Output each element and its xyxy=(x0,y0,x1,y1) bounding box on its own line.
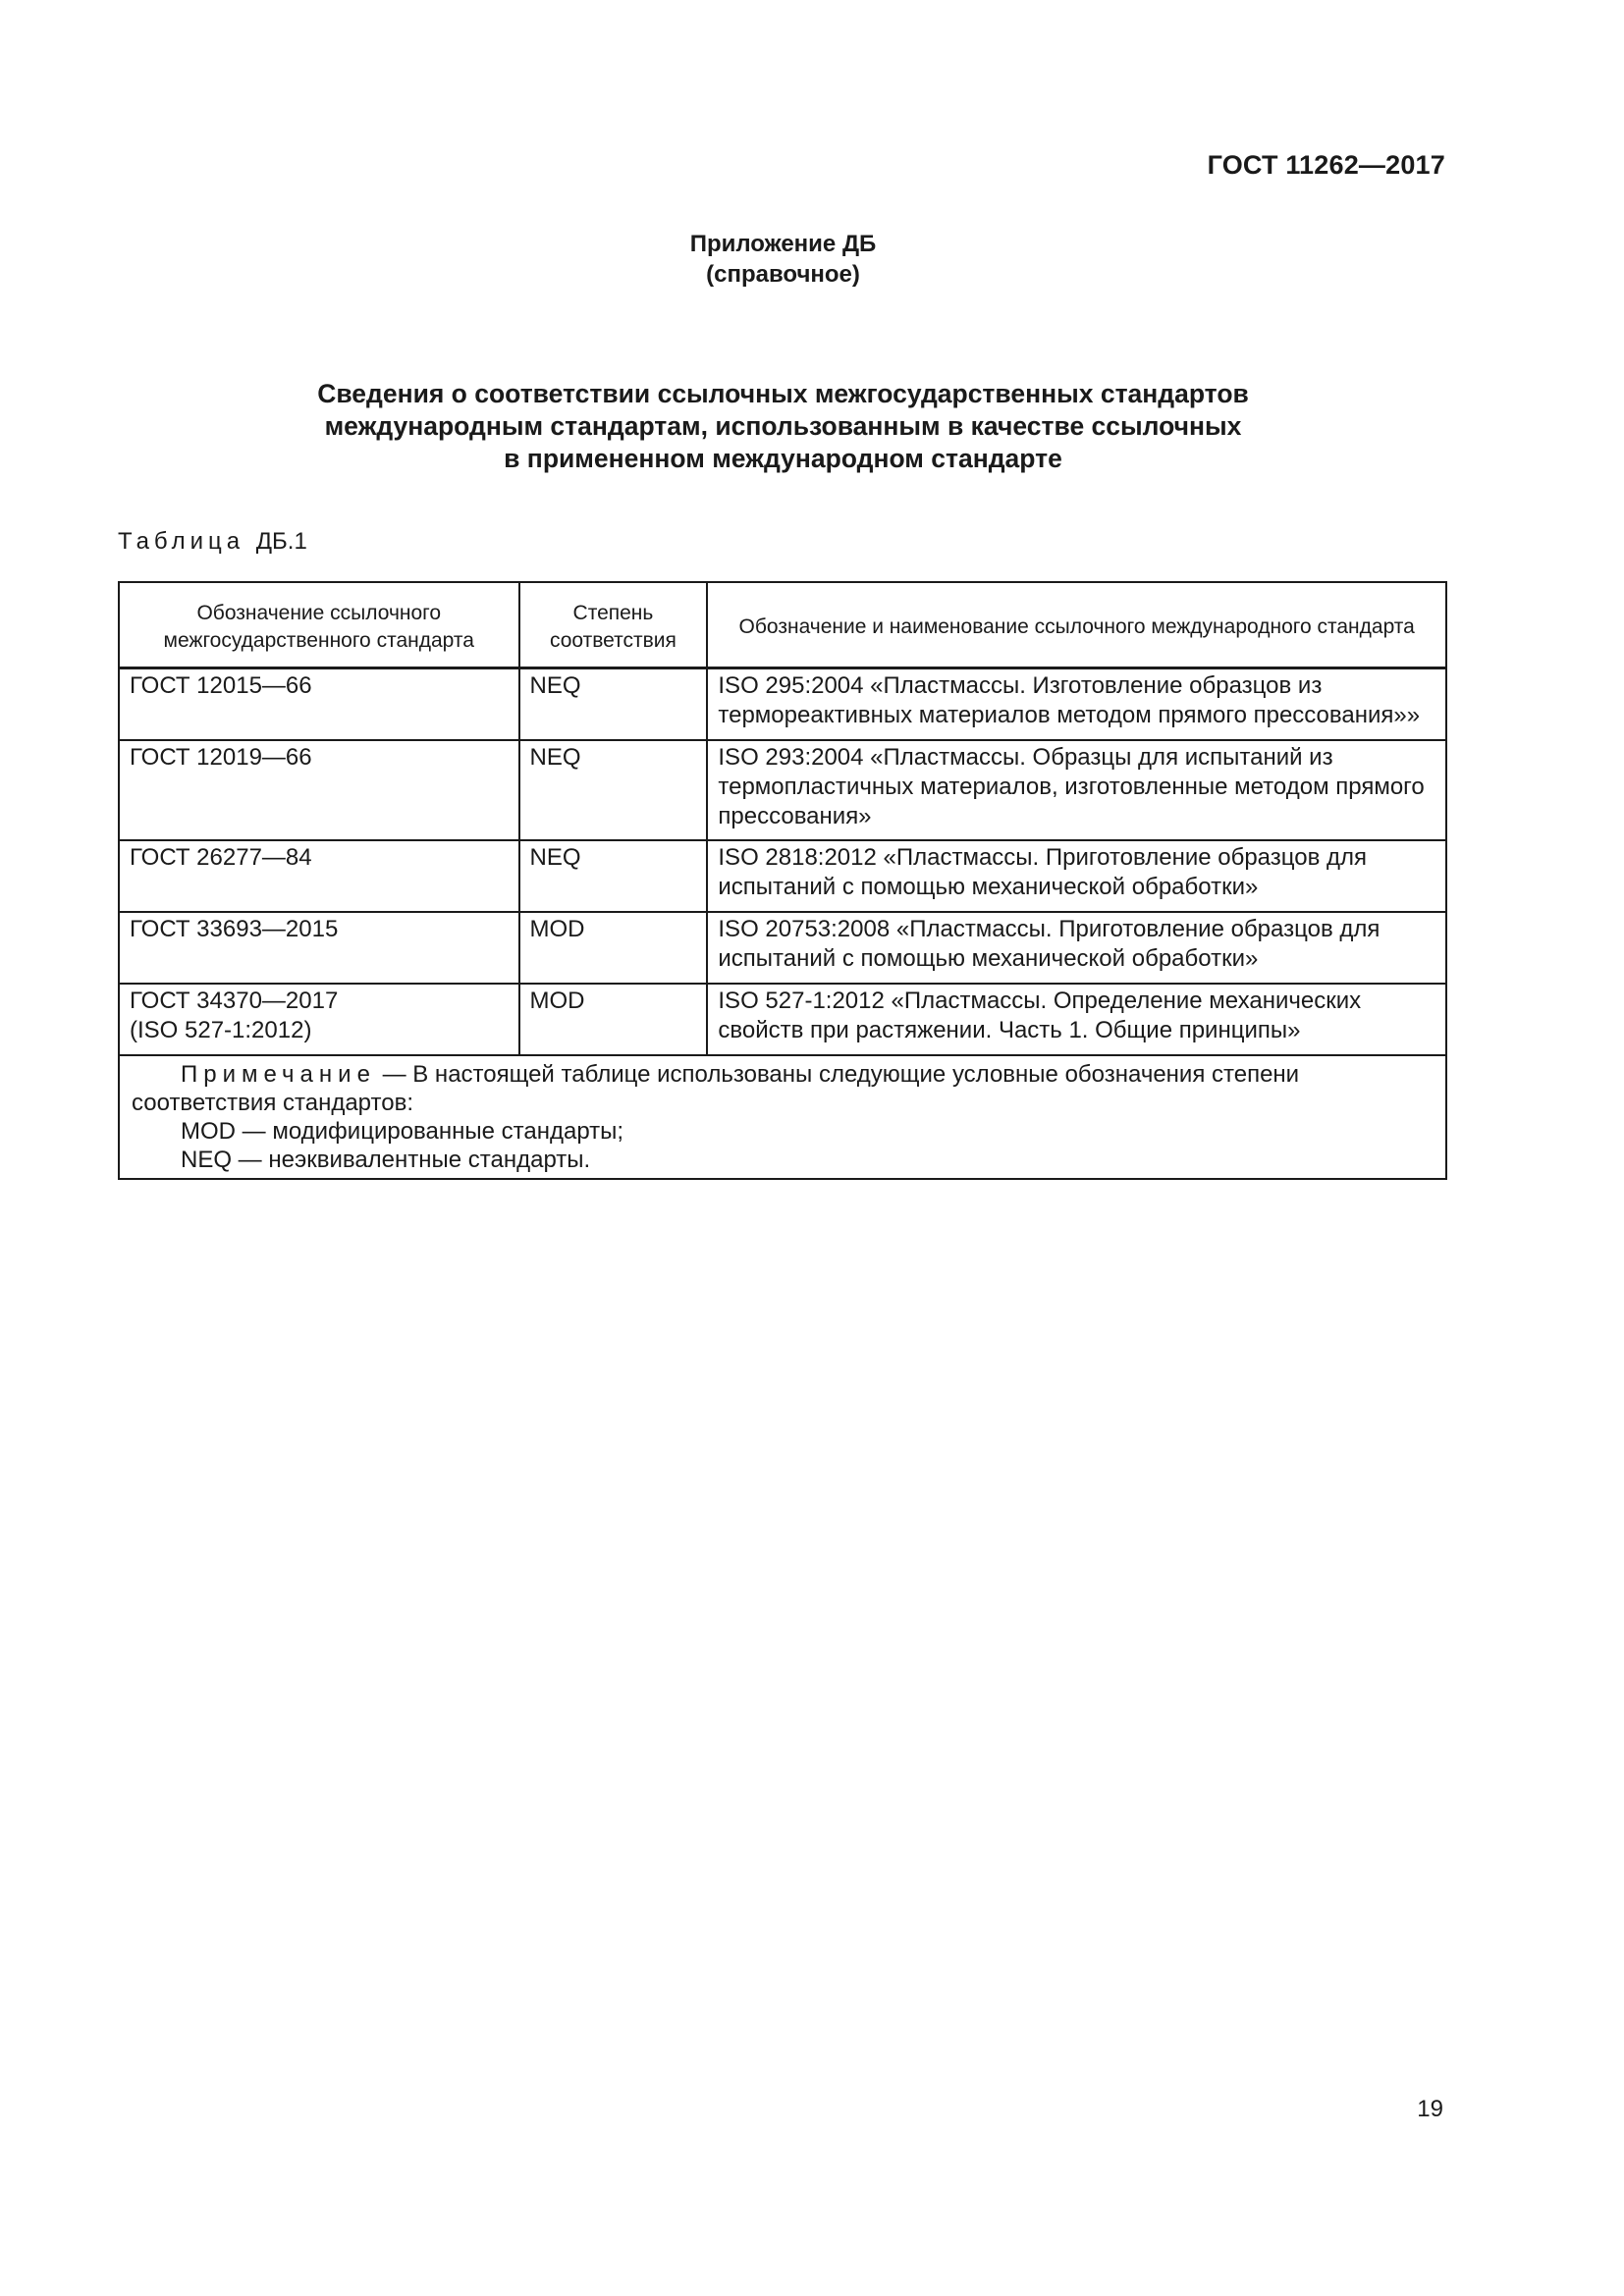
cell-standard xyxy=(119,984,519,1055)
cell-standard: ГОСТ 26277—84 xyxy=(119,840,519,912)
table-row xyxy=(119,840,1446,912)
table-row xyxy=(119,912,1446,984)
table-caption-word: Таблица xyxy=(118,528,245,555)
cell-standard-code: ГОСТ 34370—2017 xyxy=(130,987,339,1014)
cell-degree: NEQ xyxy=(519,668,708,740)
section-title xyxy=(0,378,1566,475)
cell-degree: NEQ xyxy=(519,740,708,840)
table-note-row xyxy=(119,1055,1446,1179)
cell-degree: NEQ xyxy=(519,840,708,912)
cell-standard: ГОСТ 12015—66 xyxy=(119,668,519,740)
table-caption xyxy=(118,528,307,556)
table-row xyxy=(119,984,1446,1055)
page-number: 19 xyxy=(1417,2096,1443,2122)
cell-degree: MOD xyxy=(519,984,708,1055)
section-title-line-3: в примененном международном стандарте xyxy=(504,444,1062,473)
table-row xyxy=(119,668,1446,740)
section-title-line-2: международным стандартам, использованным в качестве ссылочных xyxy=(324,411,1242,441)
section-title-line-1: Сведения о соответствии ссылочных межгосударственных стандартов xyxy=(317,379,1249,408)
table-header-row xyxy=(119,582,1446,668)
header-standard: Обозначение ссылочного межгосударственного стандарта xyxy=(119,582,519,668)
appendix-heading xyxy=(0,229,1566,290)
document-code: ГОСТ 11262—2017 xyxy=(1207,150,1445,180)
cell-standard-iso-ref: (ISO 527-1:2012) xyxy=(130,1016,312,1043)
note-neq: NEQ — неэквивалентные стандарты. xyxy=(181,1146,591,1173)
table-row xyxy=(119,740,1446,840)
table-caption-number: ДБ.1 xyxy=(255,528,307,555)
cell-degree: MOD xyxy=(519,912,708,984)
table-note xyxy=(119,1055,1446,1179)
appendix-subtitle: (справочное) xyxy=(706,261,860,288)
note-mod: MOD — модифицированные стандарты; xyxy=(181,1117,624,1145)
cell-intl-standard: ISO 20753:2008 «Пластмассы. Приготовление образцов для испытаний с помощью механической обработки» xyxy=(707,912,1446,984)
appendix-title: Приложение ДБ xyxy=(689,231,877,257)
note-intro xyxy=(132,1060,1434,1117)
cell-standard: ГОСТ 12019—66 xyxy=(119,740,519,840)
cell-intl-standard: ISO 2818:2012 «Пластмассы. Приготовление образцов для испытаний с помощью механической обработки» xyxy=(707,840,1446,912)
cell-standard: ГОСТ 33693—2015 xyxy=(119,912,519,984)
note-text: — В настоящей таблице использованы следующие условные обозначения степени соответствия стандартов: xyxy=(132,1060,1300,1116)
note-label: Примечание xyxy=(181,1060,376,1088)
reference-standards-table xyxy=(118,581,1447,1180)
header-intl-standard: Обозначение и наименование ссылочного международного стандарта xyxy=(707,582,1446,668)
cell-intl-standard: ISO 527-1:2012 «Пластмассы. Определение механических свойств при растяжении. Часть 1. Общие принципы» xyxy=(707,984,1446,1055)
cell-intl-standard: ISO 295:2004 «Пластмассы. Изготовление образцов из термореактивных материалов методом прямого прессования»» xyxy=(707,668,1446,740)
cell-intl-standard: ISO 293:2004 «Пластмассы. Образцы для испытаний из термопластичных материалов, изготовленные методом прямого прессования» xyxy=(707,740,1446,840)
header-degree: Степень соответствия xyxy=(519,582,708,668)
